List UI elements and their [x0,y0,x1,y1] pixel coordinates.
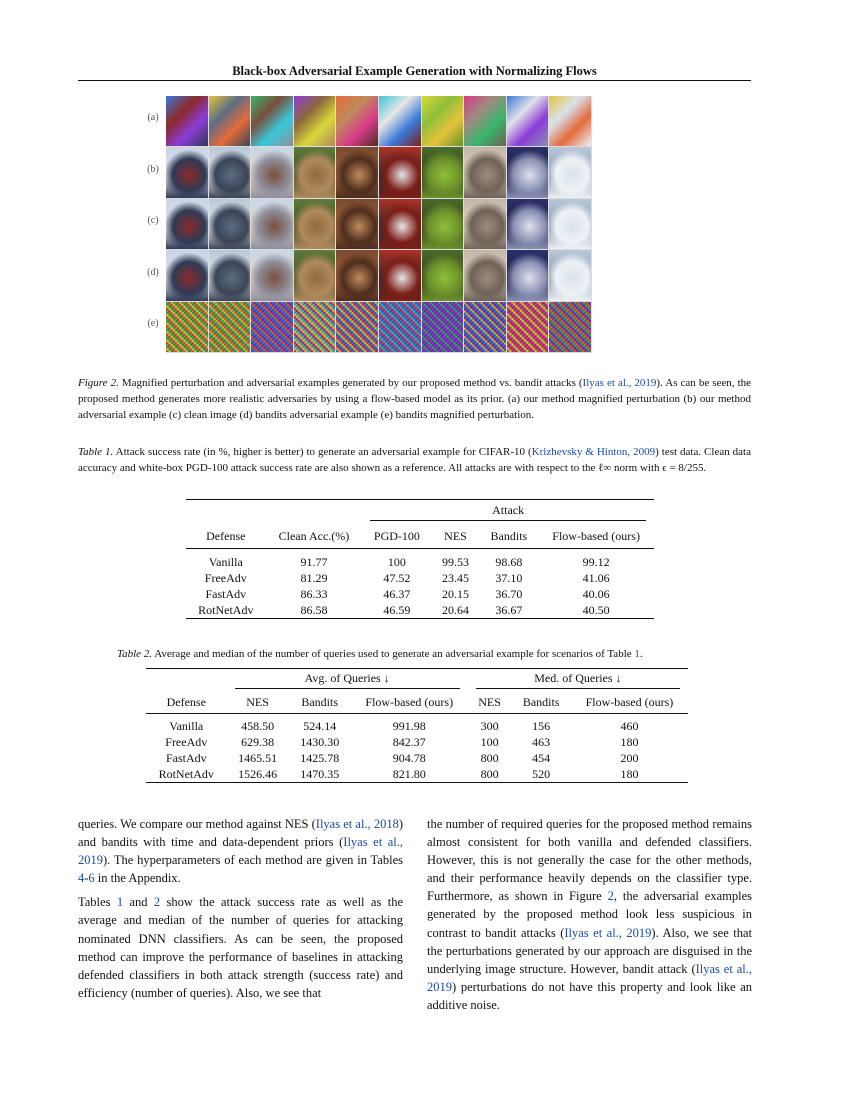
body-left-column [78,815,403,1008]
table2-cell: 100 [480,734,499,749]
figure-thumbnail [464,302,506,352]
row-label-c: (c) [147,215,159,226]
citation-link[interactable]: Ilyas et al., 2019 [427,961,752,994]
row-label-b: (b) [147,164,159,175]
table1-col-bandits: Bandits [490,528,528,543]
figure-thumbnail [464,199,506,249]
text-run: ) perturbations do not have this property and look like an additive noise. [427,979,752,1012]
figure-thumbnail [251,199,293,249]
figure-thumbnail [166,302,208,352]
figure-thumbnail [294,250,336,300]
table1 [186,499,654,619]
table2-cell: 1425.78 [300,750,340,765]
table2-cell: Vanilla [169,718,204,733]
table2-cell: 1465.51 [238,750,278,765]
table2-col-avg-bandits: Bandits [301,694,339,709]
table1-cell: 41.06 [582,570,610,585]
table1-group-header [362,500,654,525]
table2-cell: 180 [620,766,639,781]
table1-cell: 46.59 [383,602,411,617]
table2-group-avg [227,669,468,692]
figure-thumbnail [507,96,549,146]
table2-cell: 520 [532,766,551,781]
figure-thumbnail [336,147,378,197]
table2-cell: 458.50 [241,718,275,733]
table2-avg-label: Avg. of Queries ↓ [235,671,460,689]
table2-cell: 800 [480,766,499,781]
table1-cell: 91.77 [300,554,328,569]
figure-thumbnail [209,147,251,197]
figure-thumbnail [294,96,336,146]
row-label-d: (d) [147,267,159,278]
table1-caption-text-a: Attack success rate (in %, higher is better) to generate an adversarial example for CIFAR-10 ( [115,446,532,458]
table-ref-link[interactable]: 2 [153,895,161,910]
figure-thumbnail [549,147,591,197]
figure-thumbnail [507,199,549,249]
citation-link[interactable]: Ilyas et al., 2019 [564,925,652,940]
figure-thumbnail [507,302,549,352]
table1-row-fastadv [186,586,654,602]
table2-cell: 1470.35 [300,766,340,781]
figure-thumbnail [251,250,293,300]
figure-thumbnail [507,147,549,197]
body-right-paragraph-1 [427,815,752,1014]
table2-row-vanilla [146,714,688,735]
figure-caption-text-b: ). As can be seen, the proposed method generates more realistic adversaries by using a flow-based model as its prior. (a) our method magnified perturbation (b) our method adversarial example (c) clean image (d) bandits adversarial example (e) bandits magnified perturbation. [78,377,752,421]
table1-col-flow: Flow-based (ours) [552,528,640,543]
figure-thumbnail [379,302,421,352]
table1-caption [78,444,751,476]
table2-col-med-flow: Flow-based (ours) [585,694,674,709]
table1-row-freeadv [186,570,654,586]
figure-thumbnail [166,147,208,197]
figure-thumbnail [336,302,378,352]
table2-col-defense: Defense [166,694,206,709]
table1-cell: 20.15 [441,586,469,601]
figure-thumbnail [251,302,293,352]
text-run: and [123,895,154,910]
table1-caption-text-b: ) test data. Clean data accuracy and white-box PGD-100 attack success rate are also shown as a reference. All attacks are with respect to the ℓ∞ norm with ϵ = 8/255. [78,446,751,474]
figure-thumbnail [379,147,421,197]
table2-cell: 1430.30 [300,734,340,749]
table2-cell: 463 [532,734,551,749]
table-ref-link[interactable]: 4 [78,871,85,886]
table1-cell: 100 [387,554,406,569]
figure-thumbnail [251,147,293,197]
table2-cell: 180 [620,734,639,749]
figure-thumbnail [294,302,336,352]
figure-thumbnail [549,96,591,146]
table2-caption-text-b: . [639,648,643,660]
figure-thumbnail [379,199,421,249]
figure-thumbnail [294,147,336,197]
figure-thumbnail [422,147,464,197]
figure-thumbnail [379,96,421,146]
figure-caption-text-a: Magnified perturbation and adversarial examples generated by our proposed method vs. bandit attacks ( [121,377,583,389]
figure-thumbnail [166,250,208,300]
row-label-a: (a) [147,112,159,123]
header-rule [78,80,751,81]
table-ref-link[interactable]: 1 [116,895,124,910]
table2-cell: 821.80 [392,766,426,781]
figure-thumbnail [166,199,208,249]
table2-cell: 800 [480,750,499,765]
table1-col-nes: NES [444,528,467,543]
text-run: in the Appendix. [94,871,181,886]
figure-thumbnail [422,250,464,300]
figure-thumbnail [464,147,506,197]
table2-cell: 300 [480,718,499,733]
table1-cell: 20.64 [441,602,469,617]
figure-thumbnail [422,302,464,352]
body-left-paragraph-1 [78,815,403,887]
citation-link[interactable]: Ilyas et al., 2019 [78,835,403,868]
table1-cell: 46.37 [383,586,411,601]
table1-cell: 86.33 [300,586,328,601]
figure-caption-citation[interactable]: Ilyas et al., 2019 [582,377,657,389]
table2-caption [117,646,757,662]
table1-cell: 37.10 [495,570,523,585]
text-run: show the attack success rate as well as the average and median of the number of queries for attacking nominated DNN classifiers. As can be seen, the proposed method can improve the performance of baselines in attacking defended classifiers in both attack strength (success rate) and efficiency (number of queries). Also, we see that [78,895,403,1000]
table2-med-label: Med. of Queries ↓ [476,671,680,689]
text-run: , the adversarial examples generated by the proposed method look less suspicious in contrast to bandit attacks ( [427,889,752,940]
table2-col-avg-nes: NES [246,694,269,709]
table1-cell: 99.12 [582,554,610,569]
table1-cell: 99.53 [441,554,469,569]
text-run: the number of required queries for the proposed method remains almost consistent for both vanilla and defended classifiers. However, this is not generally the case for the other methods, and their performance heavily depends on the classifier type. Furthermore, as shown in Figure [427,817,752,904]
table1-cell: 81.29 [300,570,328,585]
table2-caption-text-a: Average and median of the number of queries used to generate an adversarial example for scenarios of Table [154,648,635,660]
table2-row-rotnetadv [146,766,688,783]
table2-cell: 904.78 [392,750,426,765]
table1-row-rotnetadv [186,602,654,619]
text-run: ). The hyperparameters of each method are given in Tables [103,853,403,868]
figure-thumbnail [209,199,251,249]
figure-thumbnail [336,250,378,300]
figure-thumbnail [336,199,378,249]
table1-cell: FreeAdv [204,570,247,585]
table1-col-clean-acc: Clean Acc.(%) [278,528,350,543]
table2-row-fastadv [146,750,688,766]
table1-cell: RotNetAdv [198,602,254,617]
figure-thumbnail [251,96,293,146]
figure-caption-label: Figure 2. [78,377,119,389]
figure-thumbnail [422,96,464,146]
running-header-title: Black-box Adversarial Example Generation with Normalizing Flows [232,64,597,78]
figure-thumbnail [507,250,549,300]
row-label-e: (e) [147,318,159,329]
table1-col-pgd: PGD-100 [373,528,420,543]
table2-caption-label: Table 2. [117,648,153,660]
table2-cell: 629.38 [241,734,275,749]
table2-cell: 454 [532,750,551,765]
figure-thumbnail [209,250,251,300]
table2-col-med-bandits: Bandits [522,694,560,709]
figure-thumbnail [294,199,336,249]
table1-cell: Vanilla [208,554,243,569]
body-left-paragraph-2 [78,893,403,1002]
table2-cell: 156 [532,718,551,733]
table1-attack-label: Attack [370,503,646,521]
image-grid [166,96,592,353]
text-run: Tables [78,895,117,910]
figure-caption [78,375,751,423]
table2-caption-ref[interactable]: 1 [634,648,640,660]
table2-group-med [468,669,688,692]
table1-caption-label: Table 1. [78,446,114,458]
table1-cell: FastAdv [205,586,247,601]
table2-col-med-nes: NES [478,694,501,709]
table2-row-freeadv [146,734,688,750]
table1-caption-citation[interactable]: Krizhevsky & Hinton, 2009 [531,446,656,458]
table1-col-defense: Defense [206,528,246,543]
text-run: ) and bandits with time and data-dependent priors ( [78,817,403,850]
figure-thumbnail [166,96,208,146]
table2-cell: 1526.46 [238,766,278,781]
table2-cell: 842.37 [392,734,426,749]
table2-cell: 200 [620,750,639,765]
table2-col-avg-flow: Flow-based (ours) [365,694,454,709]
figure-2 [78,92,751,362]
table-ref-link[interactable]: 6 [88,871,95,886]
figure-thumbnail [209,96,251,146]
figure-thumbnail [464,250,506,300]
figure-thumbnail [549,302,591,352]
citation-link[interactable]: Ilyas et al., 2018 [315,817,399,831]
figure-ref-link[interactable]: 2 [607,889,614,904]
table2-cell: 991.98 [392,718,426,733]
table2 [146,668,688,783]
figure-thumbnail [464,96,506,146]
table2-cell: FreeAdv [165,734,208,749]
table1-cell: 23.45 [441,570,469,585]
table1-cell: 36.70 [495,586,523,601]
table1-cell: 86.58 [300,602,328,617]
figure-thumbnail [379,250,421,300]
figure-thumbnail [422,199,464,249]
table2-cell: 524.14 [303,718,337,733]
table1-cell: 36.67 [495,602,523,617]
table2-cell: FastAdv [165,750,207,765]
table2-cell: RotNetAdv [158,766,214,781]
table1-cell: 47.52 [383,570,411,585]
text-run: ). Also, we see that the perturbations generated by our approach are disguised in the underlying image structure. However, bandit attack ( [427,925,752,976]
table1-cell: 40.06 [582,586,610,601]
body-right-column [427,815,752,1020]
figure-thumbnail [549,199,591,249]
text-run: - [84,871,89,886]
figure-thumbnail [209,302,251,352]
table2-cell: 460 [620,718,639,733]
table1-row-vanilla [186,549,654,571]
figure-thumbnail [336,96,378,146]
text-run: queries. We compare our method against NES ( [78,817,316,831]
table1-cell: 40.50 [582,602,610,617]
table1-cell: 98.68 [495,554,523,569]
figure-thumbnail [549,250,591,300]
